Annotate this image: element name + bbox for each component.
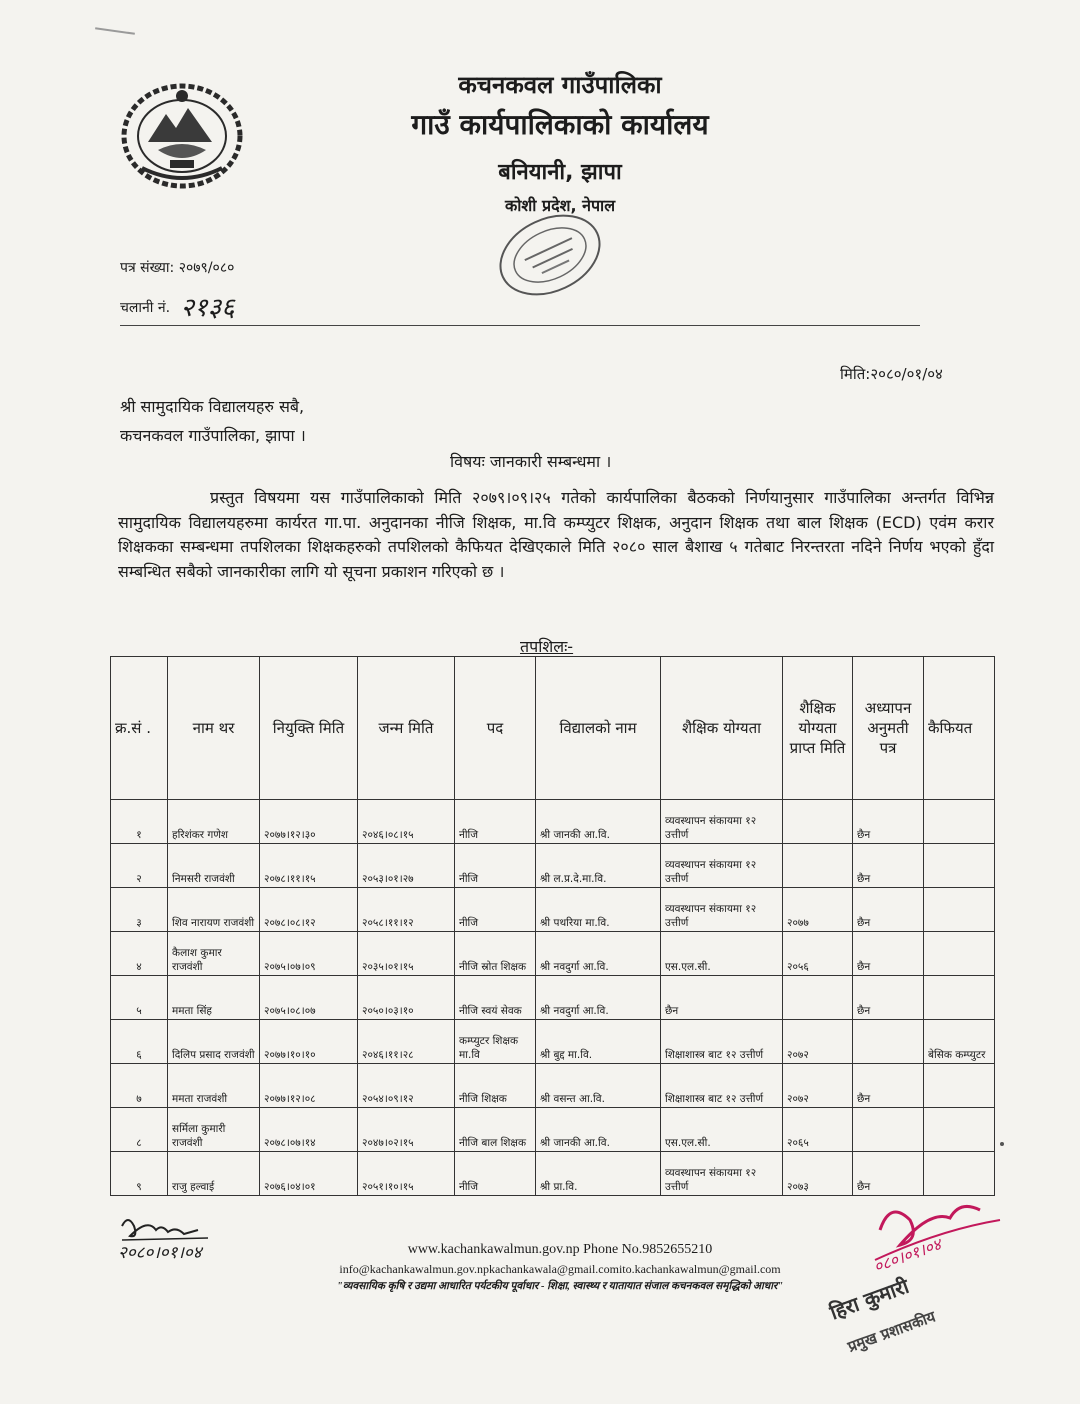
province-name: कोशी प्रदेश, नेपाल bbox=[504, 196, 616, 215]
col-header-sn: क्र.सं . bbox=[111, 657, 168, 800]
cell-qualification-date: २०६५ bbox=[783, 1108, 853, 1152]
cell-remarks bbox=[924, 1064, 995, 1108]
cell-appointment-date: २०७७।१०।१० bbox=[260, 1020, 358, 1064]
col-header-license: अध्यापन अनुमती पत्र bbox=[853, 657, 924, 800]
cell-name: शिव नारायण राजवंशी bbox=[168, 888, 260, 932]
col-header-post: पद bbox=[455, 657, 536, 800]
letter-body bbox=[118, 486, 994, 584]
cell-license bbox=[853, 1108, 924, 1152]
cell-school: श्री वसन्त आ.वि. bbox=[536, 1064, 661, 1108]
cell-name: कैलाश कुमार राजवंशी bbox=[168, 932, 260, 976]
cell-post: नीजि bbox=[455, 800, 536, 844]
cell-birth-date: २०५४।०९।१२ bbox=[358, 1064, 455, 1108]
dispatch-number-value: २१३६ bbox=[180, 293, 235, 323]
cell-sn: ५ bbox=[111, 976, 168, 1020]
cell-sn: ८ bbox=[111, 1108, 168, 1152]
table-row bbox=[111, 976, 995, 1020]
cell-license: छैन bbox=[853, 976, 924, 1020]
municipality-name: कचनकवल गाउँपालिका bbox=[458, 71, 662, 99]
cell-license: छैन bbox=[853, 844, 924, 888]
cell-remarks: बेसिक कम्प्युटर bbox=[924, 1020, 995, 1064]
cell-qualification: शिक्षाशास्त्र बाट १२ उत्तीर्ण bbox=[661, 1064, 783, 1108]
office-location: बनियानी, झापा bbox=[498, 160, 622, 185]
cell-remarks bbox=[924, 976, 995, 1020]
cell-remarks bbox=[924, 1152, 995, 1196]
cell-sn: १ bbox=[111, 800, 168, 844]
cell-birth-date: २०५८।११।१२ bbox=[358, 888, 455, 932]
cell-sn: ६ bbox=[111, 1020, 168, 1064]
table-row bbox=[111, 800, 995, 844]
table-row bbox=[111, 1108, 995, 1152]
cell-post: नीजि बाल शिक्षक bbox=[455, 1108, 536, 1152]
cell-birth-date: २०५३।०१।२७ bbox=[358, 844, 455, 888]
cell-license: छैन bbox=[853, 1152, 924, 1196]
cell-name: दिलिप प्रसाद राजवंशी bbox=[168, 1020, 260, 1064]
cell-sn: ९ bbox=[111, 1152, 168, 1196]
table-header-row bbox=[111, 657, 995, 800]
cell-qualification-date bbox=[783, 800, 853, 844]
cell-post: नीजि bbox=[455, 888, 536, 932]
cell-license: छैन bbox=[853, 932, 924, 976]
cell-remarks bbox=[924, 932, 995, 976]
cell-qualification-date: २०७२ bbox=[783, 1020, 853, 1064]
cell-school: श्री जानकी आ.वि. bbox=[536, 800, 661, 844]
col-header-birth-date: जन्म मिति bbox=[358, 657, 455, 800]
col-header-remarks: कैफियत bbox=[924, 657, 995, 800]
cell-qualification: एस.एल.सी. bbox=[661, 1108, 783, 1152]
cell-birth-date: २०५१।१०।१५ bbox=[358, 1152, 455, 1196]
col-header-name: नाम थर bbox=[168, 657, 260, 800]
cell-name: सर्मिला कुमारी राजवंशी bbox=[168, 1108, 260, 1152]
letter-number-label: पत्र संख्या: bbox=[120, 260, 175, 276]
cell-appointment-date: २०७५।०८।०७ bbox=[260, 976, 358, 1020]
letter-number bbox=[120, 258, 234, 277]
office-name: गाउँ कार्यपालिकाको कार्यालय bbox=[411, 108, 709, 141]
cell-qualification: व्यवस्थापन संकायमा १२ उत्तीर्ण bbox=[661, 800, 783, 844]
cell-license: छैन bbox=[853, 888, 924, 932]
cell-name: निमसरी राजवंशी bbox=[168, 844, 260, 888]
cell-appointment-date: २०७६।०४।०१ bbox=[260, 1152, 358, 1196]
cell-sn: ३ bbox=[111, 888, 168, 932]
officer-stamp-date: ०८०।०१।०४ bbox=[871, 1234, 944, 1277]
table-row bbox=[111, 888, 995, 932]
cell-birth-date: २०४६।०८।१५ bbox=[358, 800, 455, 844]
cell-birth-date: २०५०।०३।१० bbox=[358, 976, 455, 1020]
table-title: तपशिलः- bbox=[520, 637, 574, 656]
cell-qualification-date: २०७२ bbox=[783, 1064, 853, 1108]
cell-remarks bbox=[924, 844, 995, 888]
footer-slogan: "व्यवसायिक कृषि र उद्यमा आधारित पर्यटकीय पूर्वाधार - शिक्षा, स्वास्थ्य र यातायात संजाल कचनकवल समृद्धिको आधार" bbox=[336, 1281, 784, 1292]
paper-mark bbox=[95, 27, 135, 35]
cell-qualification: व्यवस्थापन संकायमा १२ उत्तीर्ण bbox=[661, 1152, 783, 1196]
cell-post: कम्प्युटर शिक्षक मा.वि bbox=[455, 1020, 536, 1064]
cell-school: श्री ल.प्र.दे.मा.वि. bbox=[536, 844, 661, 888]
table-row bbox=[111, 1152, 995, 1196]
cell-birth-date: २०४७।०२।१५ bbox=[358, 1108, 455, 1152]
letter-date: मिति:२०८०/०१/०४ bbox=[840, 365, 943, 383]
col-header-qualification: शैक्षिक योग्यता bbox=[661, 657, 783, 800]
cell-qualification: व्यवस्थापन संकायमा १२ उत्तीर्ण bbox=[661, 844, 783, 888]
cell-school: श्री पथरिया मा.वि. bbox=[536, 888, 661, 932]
cell-post: नीजि bbox=[455, 1152, 536, 1196]
col-header-appointment-date: नियुक्ति मिति bbox=[260, 657, 358, 800]
teacher-details-table bbox=[110, 656, 995, 1196]
cell-license bbox=[853, 1020, 924, 1064]
letter-body-text: प्रस्तुत विषयमा यस गाउँपालिकाको मिति २०७९।०९।२५ गतेको कार्यपालिका बैठकको निर्णयानुसार गाउँपालिका अन्तर्गत विभिन्न सामुदायिक विद्यालयहरुमा कार्यरत गा.पा. अनुदानका नीजि शिक्षक, मा.वि कम्प्युटर शिक्षक, अनुदान शिक्षक तथा बाल शिक्षक (ECD) एवंम करार शिक्षकका सम्बन्धमा तपशिलका शिक्षकहरुको तपशिलको कैफियत देखिएकाले मिति २०८० साल बैशाख ५ गतेबाट निरन्तरता नदिने निर्णय भएको हुँदा सम्बन्धित सबैको जानकारीका लागि यो सूचना प्रकाशन गरिएको छ । bbox=[118, 488, 994, 581]
footer-emails: info@kachankawalmun.gov.npkachankawala@gmail.comito.kachankawalmun@gmail.com bbox=[339, 1262, 781, 1276]
table-row bbox=[111, 1020, 995, 1064]
letter-subject: विषयः जानकारी सम्बन्धमा । bbox=[450, 452, 612, 471]
cell-qualification: शिक्षाशास्त्र बाट १२ उत्तीर्ण bbox=[661, 1020, 783, 1064]
cell-birth-date: २०४६।११।२८ bbox=[358, 1020, 455, 1064]
cell-qualification-date bbox=[783, 844, 853, 888]
letter-number-value: २०७९/०८० bbox=[178, 260, 235, 276]
cell-qualification: एस.एल.सी. bbox=[661, 932, 783, 976]
cell-qualification-date bbox=[783, 976, 853, 1020]
cell-remarks bbox=[924, 1108, 995, 1152]
cell-name: ममता राजवंशी bbox=[168, 1064, 260, 1108]
signature-left-date: २०८०।०१।०४ bbox=[118, 1243, 202, 1263]
cell-qualification-date: २०७७ bbox=[783, 888, 853, 932]
cell-sn: ७ bbox=[111, 1064, 168, 1108]
officer-role: प्रमुख प्रशासकीय bbox=[845, 1307, 938, 1356]
cell-post: नीजि स्रोत शिक्षक bbox=[455, 932, 536, 976]
cell-post: नीजि शिक्षक bbox=[455, 1064, 536, 1108]
col-header-qualification-date: शैक्षिक योग्यता प्राप्त मिति bbox=[783, 657, 853, 800]
cell-school: श्री बुद्द मा.वि. bbox=[536, 1020, 661, 1064]
cell-appointment-date: २०७७।१२।३० bbox=[260, 800, 358, 844]
nepal-emblem-icon bbox=[118, 80, 246, 192]
officer-stamp-icon bbox=[820, 1190, 1010, 1360]
cell-qualification-date: २०५६ bbox=[783, 932, 853, 976]
cell-qualification-date: २०७३ bbox=[783, 1152, 853, 1196]
addressee-line-2: कचनकवल गाउँपालिका, झापा । bbox=[120, 426, 306, 445]
header-divider bbox=[120, 325, 920, 326]
cell-appointment-date: २०७५।०७।०९ bbox=[260, 932, 358, 976]
cell-appointment-date: २०७७।१२।०८ bbox=[260, 1064, 358, 1108]
cell-license: छैन bbox=[853, 800, 924, 844]
cell-qualification: छैन bbox=[661, 976, 783, 1020]
col-header-school: विद्यालको नाम bbox=[536, 657, 661, 800]
dispatch-number-label: चलानी नं. bbox=[120, 300, 171, 316]
cell-name: राजु हल्वाई bbox=[168, 1152, 260, 1196]
cell-school: श्री जानकी आ.वि. bbox=[536, 1108, 661, 1152]
cell-appointment-date: २०७८।११।१५ bbox=[260, 844, 358, 888]
cell-license: छैन bbox=[853, 1064, 924, 1108]
cell-name: ममता सिंह bbox=[168, 976, 260, 1020]
cell-school: श्री नवदुर्गा आ.वि. bbox=[536, 932, 661, 976]
cell-remarks bbox=[924, 800, 995, 844]
cell-school: श्री प्रा.वि. bbox=[536, 1152, 661, 1196]
table-row bbox=[111, 932, 995, 976]
cell-sn: २ bbox=[111, 844, 168, 888]
cell-post: नीजि स्वयं सेवक bbox=[455, 976, 536, 1020]
footer-web-phone: www.kachankawalmun.gov.np Phone No.9852655210 bbox=[407, 1242, 713, 1257]
table-row bbox=[111, 1064, 995, 1108]
officer-name: हिरा कुमारी bbox=[826, 1273, 912, 1325]
cell-sn: ४ bbox=[111, 932, 168, 976]
paper-speck bbox=[1000, 1142, 1004, 1146]
table-row bbox=[111, 844, 995, 888]
cell-name: हरिशंकर गणेश bbox=[168, 800, 260, 844]
dispatch-number bbox=[120, 284, 235, 323]
office-seal-icon bbox=[485, 205, 615, 305]
cell-qualification: व्यवस्थापन संकायमा १२ उत्तीर्ण bbox=[661, 888, 783, 932]
addressee-line-1: श्री सामुदायिक विद्यालयहरु सबै, bbox=[120, 397, 305, 416]
cell-appointment-date: २०७८।०७।१४ bbox=[260, 1108, 358, 1152]
cell-birth-date: २०३५।०१।१५ bbox=[358, 932, 455, 976]
cell-appointment-date: २०७८।०८।१२ bbox=[260, 888, 358, 932]
cell-school: श्री नवदुर्गा आ.वि. bbox=[536, 976, 661, 1020]
cell-remarks bbox=[924, 888, 995, 932]
cell-post: नीजि bbox=[455, 844, 536, 888]
